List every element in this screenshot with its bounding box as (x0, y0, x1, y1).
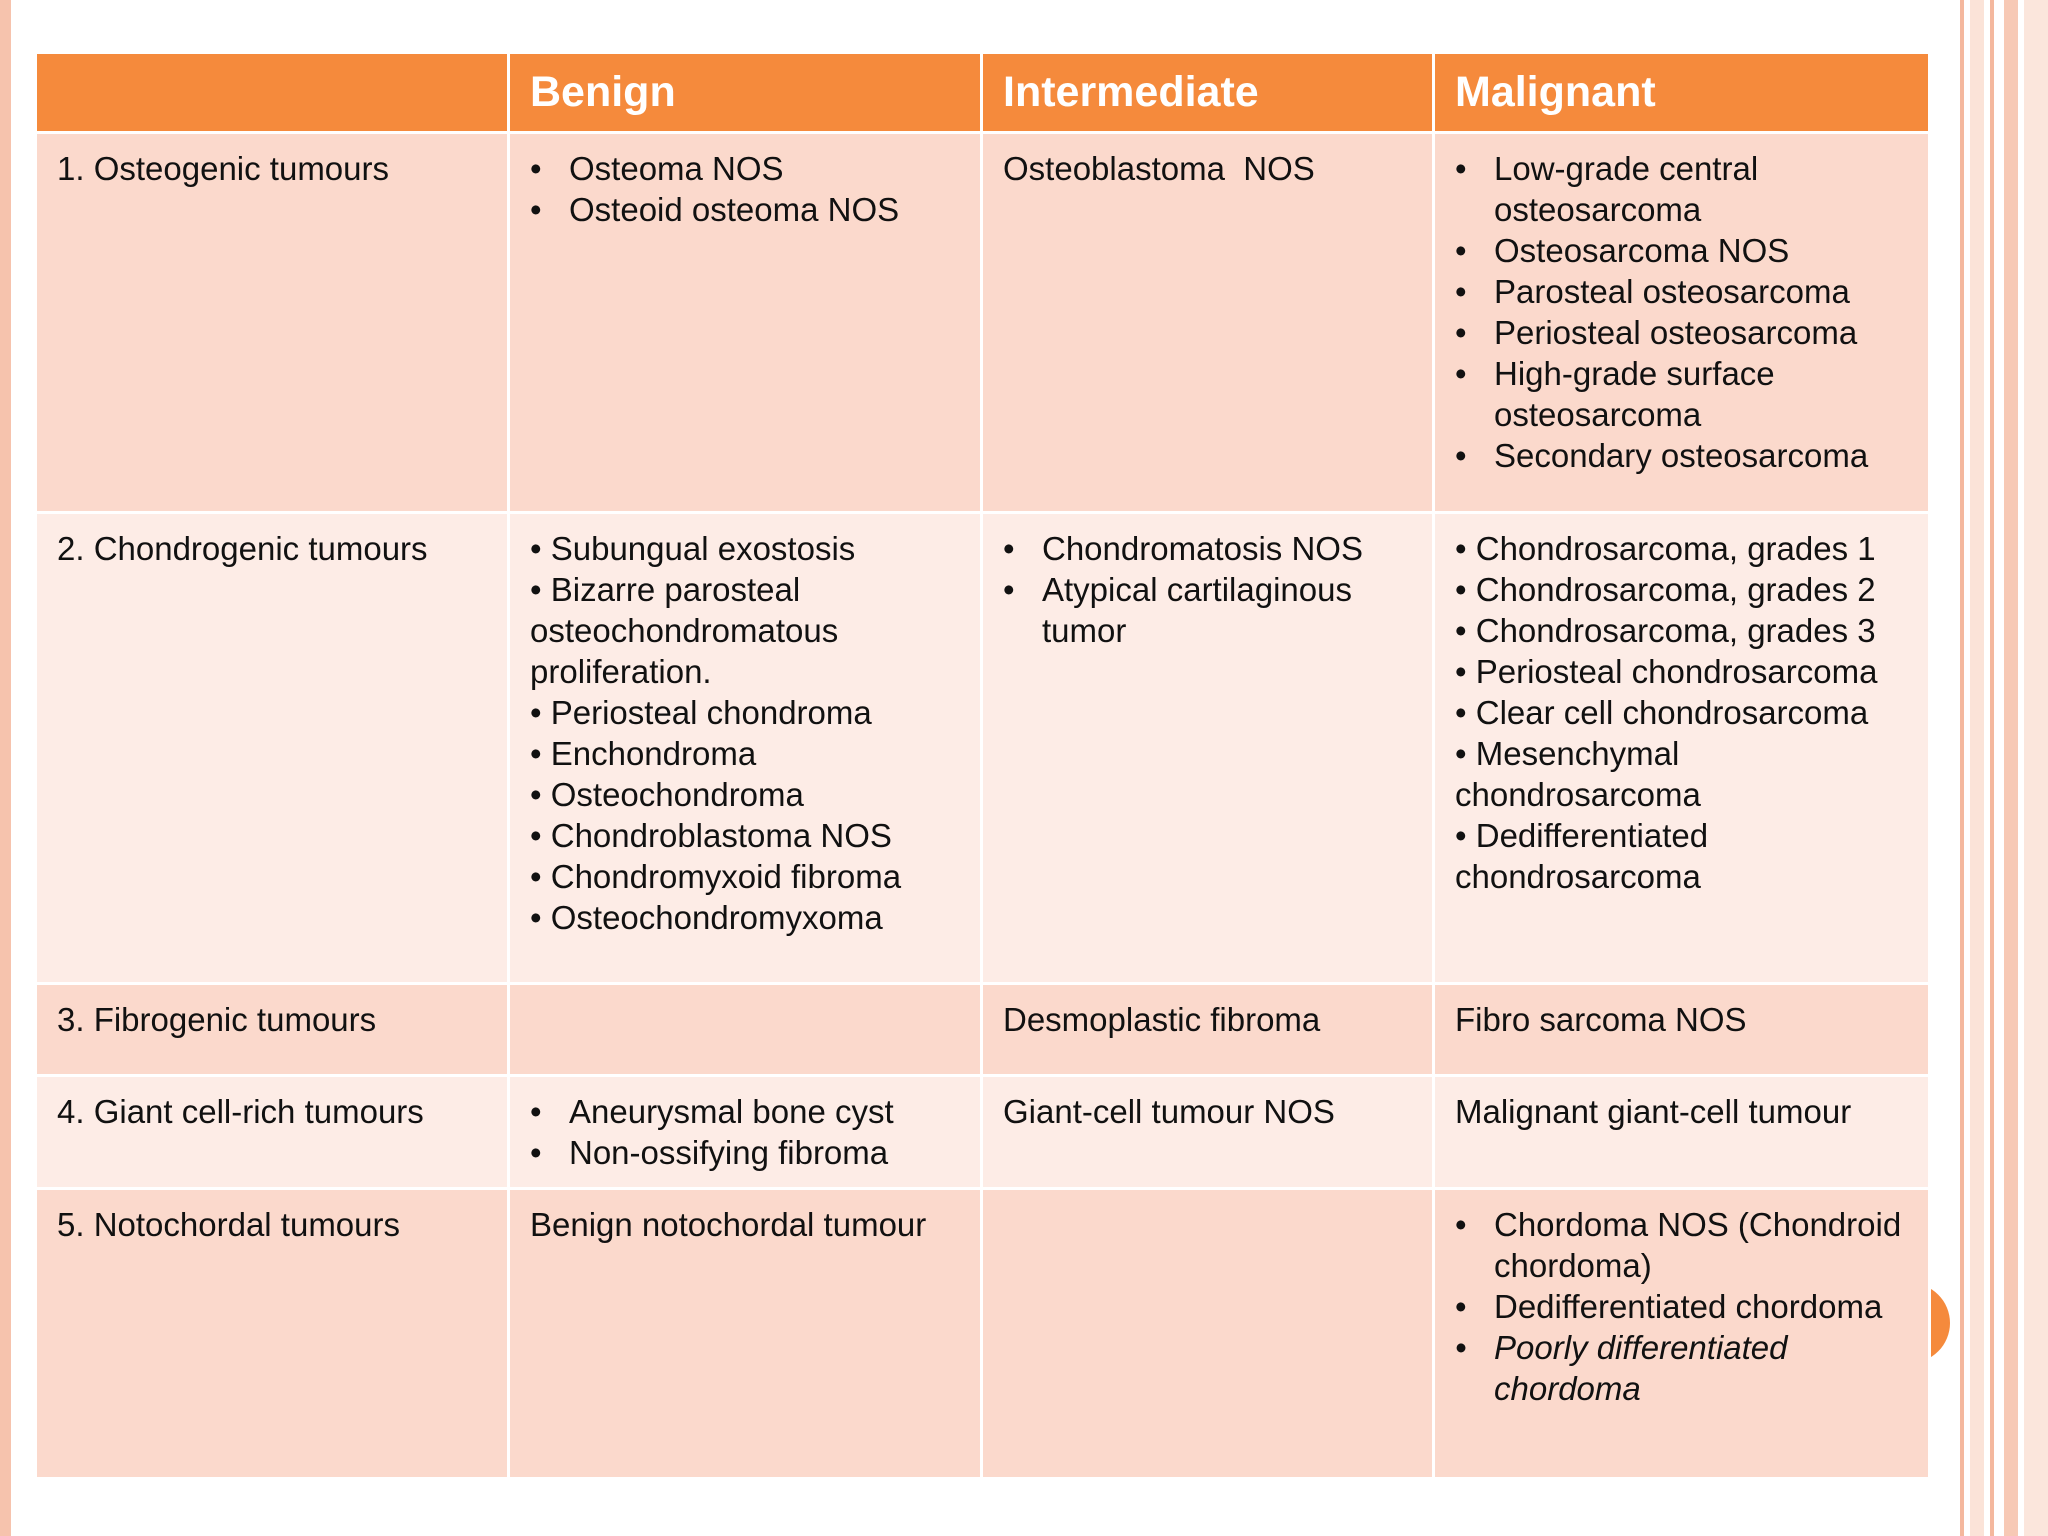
list-item: • Chondromatosis NOS (1042, 528, 1412, 569)
slide-right-border-stripe (1970, 0, 1984, 1536)
list-item: • Dedifferentiated chordoma (1494, 1286, 1908, 1327)
table-row (36, 513, 1930, 984)
slide-left-border (0, 0, 11, 1536)
malignant-list (1455, 148, 1908, 476)
benign-cell (509, 984, 982, 1076)
list-item: • Periosteal chondrosarcoma (1455, 651, 1908, 692)
intermediate-cell: Giant-cell tumour NOS (982, 1076, 1434, 1189)
list-item: • Periosteal chondroma (530, 692, 960, 733)
list-item: • Bizarre parosteal osteochondromatous proliferation. (530, 569, 960, 692)
benign-cell (509, 133, 982, 513)
bone-tumour-classification-table (34, 51, 1931, 1480)
list-item: • Chondroblastoma NOS (530, 815, 960, 856)
slide-right-border-stripe (2004, 0, 2018, 1536)
category-cell: 4. Giant cell-rich tumours (36, 1076, 509, 1189)
category-cell: 2. Chondrogenic tumours (36, 513, 509, 984)
list-item: • Osteochondroma (530, 774, 960, 815)
benign-cell (509, 1076, 982, 1189)
list-item: • Chordoma NOS (Chondroid chordoma) (1494, 1204, 1908, 1286)
intermediate-cell: Desmoplastic fibroma (982, 984, 1434, 1076)
list-item: • Low-grade central osteosarcoma (1494, 148, 1908, 230)
header-cell-benign: Benign (509, 53, 982, 133)
malignant-cell: Fibro sarcoma NOS (1434, 984, 1930, 1076)
intermediate-list (1003, 528, 1412, 651)
list-item: • Osteochondromyxoma (530, 897, 960, 938)
category-cell: 5. Notochordal tumours (36, 1189, 509, 1479)
malignant-cell: Malignant giant-cell tumour (1434, 1076, 1930, 1189)
list-item: • Periosteal osteosarcoma (1494, 312, 1908, 353)
malignant-cell (1434, 513, 1930, 984)
table-row (36, 984, 1930, 1076)
list-item: • Chondromyxoid fibroma (530, 856, 960, 897)
category-cell: 1. Osteogenic tumours (36, 133, 509, 513)
benign-list (530, 528, 960, 938)
header-cell-category (36, 53, 509, 133)
malignant-cell (1434, 1189, 1930, 1479)
malignant-cell (1434, 133, 1930, 513)
list-item: • Poorly differentiated chordoma (1494, 1327, 1908, 1409)
intermediate-cell: Osteoblastoma NOS (982, 133, 1434, 513)
benign-cell (509, 513, 982, 984)
list-item: • Secondary osteosarcoma (1494, 435, 1908, 476)
benign-list (530, 1091, 960, 1173)
list-item: • Aneurysmal bone cyst (569, 1091, 960, 1132)
intermediate-cell (982, 513, 1434, 984)
header-cell-malignant: Malignant (1434, 53, 1930, 133)
list-item: • Non-ossifying fibroma (569, 1132, 960, 1173)
category-cell: 3. Fibrogenic tumours (36, 984, 509, 1076)
list-item: • Parosteal osteosarcoma (1494, 271, 1908, 312)
benign-cell: Benign notochordal tumour (509, 1189, 982, 1479)
list-item: • Subungual exostosis (530, 528, 960, 569)
list-item: • Osteoid osteoma NOS (569, 189, 960, 230)
list-item: • Dedifferentiated chondrosarcoma (1455, 815, 1908, 897)
slide-right-border-stripe (1990, 0, 1994, 1536)
list-item: • Osteoma NOS (569, 148, 960, 189)
list-item: • Chondrosarcoma, grades 2 (1455, 569, 1908, 610)
list-item: • High-grade surface osteosarcoma (1494, 353, 1908, 435)
intermediate-cell (982, 1189, 1434, 1479)
list-item: • Chondrosarcoma, grades 3 (1455, 610, 1908, 651)
table-row (36, 133, 1930, 513)
table-header-row (36, 53, 1930, 133)
malignant-list (1455, 528, 1908, 897)
table-row (36, 1189, 1930, 1479)
list-item: • Clear cell chondrosarcoma (1455, 692, 1908, 733)
list-item: • Enchondroma (530, 733, 960, 774)
list-item: • Mesenchymal chondrosarcoma (1455, 733, 1908, 815)
table-row (36, 1076, 1930, 1189)
slide-right-border-stripe (1960, 0, 1964, 1536)
benign-list (530, 148, 960, 230)
header-cell-intermediate: Intermediate (982, 53, 1434, 133)
list-item: • Osteosarcoma NOS (1494, 230, 1908, 271)
slide-right-border-stripe (2024, 0, 2048, 1536)
list-item: • Chondrosarcoma, grades 1 (1455, 528, 1908, 569)
list-item: • Atypical cartilaginous tumor (1042, 569, 1412, 651)
malignant-list (1455, 1204, 1908, 1409)
